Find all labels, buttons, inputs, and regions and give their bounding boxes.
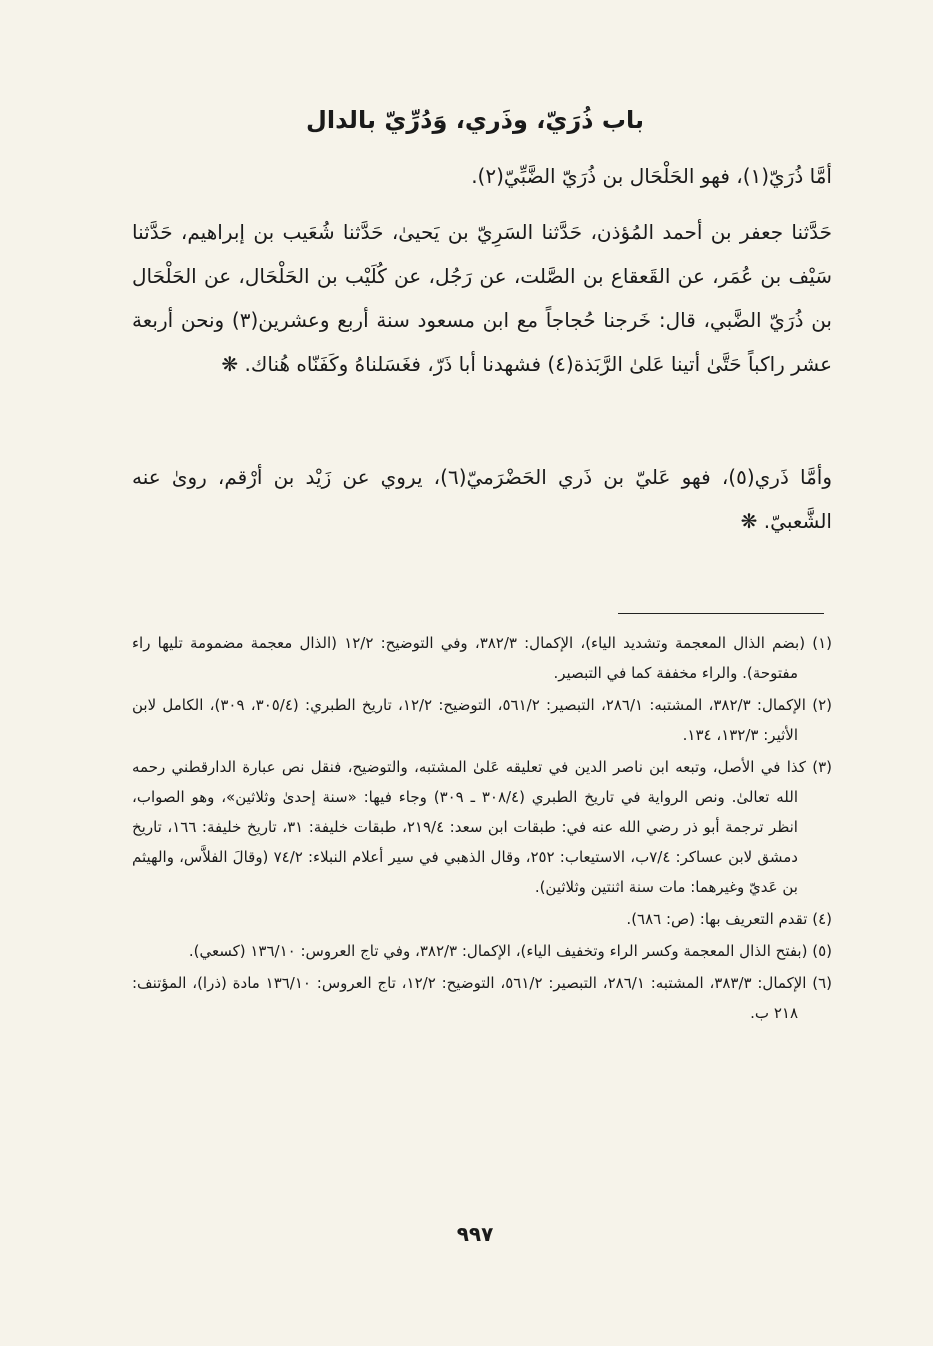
footnotes [132,628,832,1030]
footnote-1: (١) (بضم الذال المعجمة وتشديد الياء)، الإكمال: ٣٨٢/٣، وفي التوضيح: ١٢/٢ (الذال معجمة مضمومة تليها راء مفتوحة). والراء مخففة كما في التبصير. [132,634,832,682]
main-paragraph: حَدَّثنا جعفر بن أحمد المُؤذن، حَدَّثنا السَرِيّ بن يَحيىٰ، حَدَّثنا شُعَيب بن إبراهيم، حَدَّثنا سَيْف بن عُمَر، عن القَعقاع بن الصَّلت، عن رَجُل، عن كُلَيْب بن الحَلْحَال، عن الحَلْحَال بن ذُرَيّ الضَّبي، قال: خَرجنا حُجاجاً مع ابن مسعود سنة أربع وعشرين(٣) ونحن أربعة عشر راكباً حَتَّىٰ أتينا عَلىٰ الرَّبَذة(٤) فشهدنا أبا ذَرّ، فغَسَلناهُ وكَفَنّاه هُناك. ❋ [132,220,833,376]
intro-paragraph: أمَّا ذُرَيّ(١)، فهو الحَلْحَال بن ذُرَيّ الضَّبِّيّ(٢). [471,164,832,188]
footnote-separator [618,613,824,614]
page-number: ٩٩٧ [456,1222,494,1246]
footnote-2: (٢) الإكمال: ٣٨٢/٣، المشتبه: ٢٨٦/١، التبصير: ٥٦١/٢، التوضيح: ١٢/٢، تاريخ الطبري: (٣٠٥/٤، ٣٠٩)، الكامل لابن الأثير: ١٣٢/٣، ١٣٤. [132,696,833,744]
footnote-3: (٣) كذا في الأصل، وتبعه ابن ناصر الدين في تعليقه عَلىٰ المشتبه، والتوضيح، فنقل نص عبارة الدارقطني رحمه الله تعالىٰ. ونص الرواية في تاريخ الطبري (٣٠٨/٤ ـ ٣٠٩) وجاء فيها: «سنة إحدىٰ وثلاثين»، وهو الصواب، انظر ترجمة أبو ذر رضي الله عنه في: طبقات ابن سعد: ٢١٩/٤، طبقات خليفة: ٣١، تاريخ خليفة: ١٦٦، تاريخ دمشق لابن عساكر: ٧/٤ب، الاستيعاب: ٢٥٢، وقال الذهبي في سير أعلام النبلاء: ٧٤/٢ (وقالَ الفلاَّس، والهيثم بن عَديّ وغيرهما: مات سنة اثنتين وثلاثين). [132,758,832,896]
footnote-4: (٤) تقدم التعريف بها: (ص: ٦٨٦). [626,910,832,928]
footnote-5: (٥) (بفتح الذال المعجمة وكسر الراء وتخفيف الياء)، الإكمال: ٣٨٢/٣، وفي تاج العروس: ١٣٦/١٠ (كسعي). [188,942,832,960]
chapter-heading: باب ذُرَيّ، وذَري، وَدُرِّيّ بالدال [306,106,644,134]
second-paragraph: وأمَّا ذَري(٥)، فهو عَليّ بن ذَري الحَضْرَميّ(٦)، يروي عن زَيْد بن أرْقم، روىٰ عنه الشَّعبيّ. ❋ [132,465,832,533]
footnote-6: (٦) الإكمال: ٣٨٣/٣، المشتبه: ٢٨٦/١، التبصير: ٥٦١/٢، التوضيح: ١٢/٢، تاج العروس: ١٣٦/١٠ مادة (ذرا)، المؤتنف: ٢١٨ ب. [132,974,833,1022]
